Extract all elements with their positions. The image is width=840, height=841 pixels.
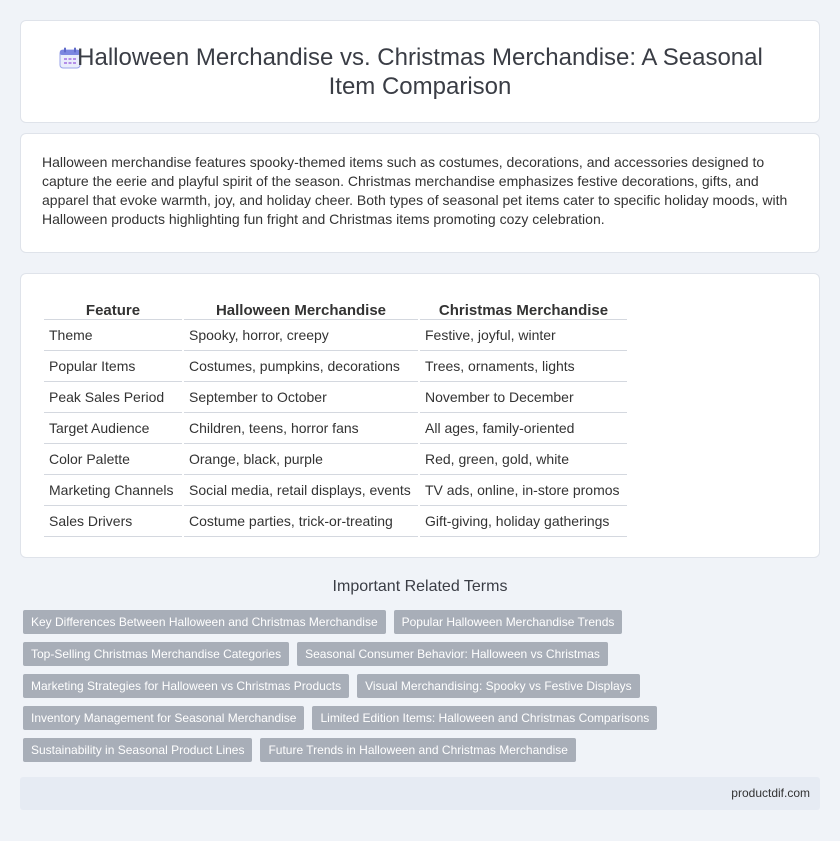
related-term-tag[interactable]: Top-Selling Christmas Merchandise Categories <box>23 642 289 666</box>
table-cell: Orange, black, purple <box>184 444 418 475</box>
table-cell: Gift-giving, holiday gatherings <box>420 506 627 537</box>
tag-row <box>23 738 823 762</box>
table-row <box>44 382 627 413</box>
table-row <box>44 475 627 506</box>
table-cell: November to December <box>420 382 627 413</box>
table-cell: Children, teens, horror fans <box>184 413 418 444</box>
footer-site-link[interactable]: productdif.com <box>731 786 810 800</box>
comparison-card <box>20 273 820 558</box>
table-header-row <box>44 296 627 320</box>
table-cell: Red, green, gold, white <box>420 444 627 475</box>
table-cell: Costumes, pumpkins, decorations <box>184 351 418 382</box>
table-cell: Peak Sales Period <box>44 382 182 413</box>
table-cell: Marketing Channels <box>44 475 182 506</box>
column-header-halloween: Halloween Merchandise <box>184 296 418 320</box>
page-title: Halloween Merchandise vs. Christmas Merchandise: A Seasonal Item Comparison <box>77 43 763 100</box>
related-term-tag[interactable]: Visual Merchandising: Spooky vs Festive Displays <box>357 674 640 698</box>
tag-row <box>23 674 823 698</box>
tag-row <box>23 706 823 730</box>
column-header-christmas: Christmas Merchandise <box>420 296 627 320</box>
related-term-tag[interactable]: Inventory Management for Seasonal Merchandise <box>23 706 304 730</box>
table-cell: Color Palette <box>44 444 182 475</box>
column-header-feature: Feature <box>44 296 182 320</box>
table-cell: Target Audience <box>44 413 182 444</box>
comparison-table <box>42 296 629 537</box>
footer <box>20 777 820 810</box>
table-cell: Social media, retail displays, events <box>184 475 418 506</box>
related-terms-list <box>23 610 823 770</box>
table-cell: Sales Drivers <box>44 506 182 537</box>
table-cell: Spooky, horror, creepy <box>184 320 418 351</box>
header-card <box>20 20 820 123</box>
related-term-tag[interactable]: Key Differences Between Halloween and Christmas Merchandise <box>23 610 386 634</box>
table-row <box>44 413 627 444</box>
table-row <box>44 351 627 382</box>
table-cell: Popular Items <box>44 351 182 382</box>
tag-row <box>23 642 823 666</box>
table-cell: Theme <box>44 320 182 351</box>
intro-card <box>20 133 820 253</box>
table-cell: September to October <box>184 382 418 413</box>
table-cell: Festive, joyful, winter <box>420 320 627 351</box>
related-term-tag[interactable]: Popular Halloween Merchandise Trends <box>394 610 623 634</box>
related-term-tag[interactable]: Marketing Strategies for Halloween vs Christmas Products <box>23 674 349 698</box>
table-row <box>44 320 627 351</box>
related-terms-heading: Important Related Terms <box>332 578 508 595</box>
table-cell: All ages, family-oriented <box>420 413 627 444</box>
related-term-tag[interactable]: Sustainability in Seasonal Product Lines <box>23 738 252 762</box>
related-term-tag[interactable]: Future Trends in Halloween and Christmas Merchandise <box>260 738 575 762</box>
tag-row <box>23 610 823 634</box>
table-row <box>44 444 627 475</box>
table-row <box>44 506 627 537</box>
related-term-tag[interactable]: Limited Edition Items: Halloween and Christmas Comparisons <box>312 706 657 730</box>
intro-paragraph: Halloween merchandise features spooky-themed items such as costumes, decorations, and accessories designed to capture the eerie and playful spirit of the season. Christmas merchandise emphasizes festive decorations, gifts, and apparel that evoke warmth, joy, and holiday cheer. Both types of seasonal pet items cater to specific holiday moods, with Halloween products highlighting fun fright and Christmas items promoting cozy celebration. <box>42 154 788 227</box>
table-cell: TV ads, online, in-store promos <box>420 475 627 506</box>
table-cell: Costume parties, trick-or-treating <box>184 506 418 537</box>
table-cell: Trees, ornaments, lights <box>420 351 627 382</box>
related-term-tag[interactable]: Seasonal Consumer Behavior: Halloween vs Christmas <box>297 642 608 666</box>
